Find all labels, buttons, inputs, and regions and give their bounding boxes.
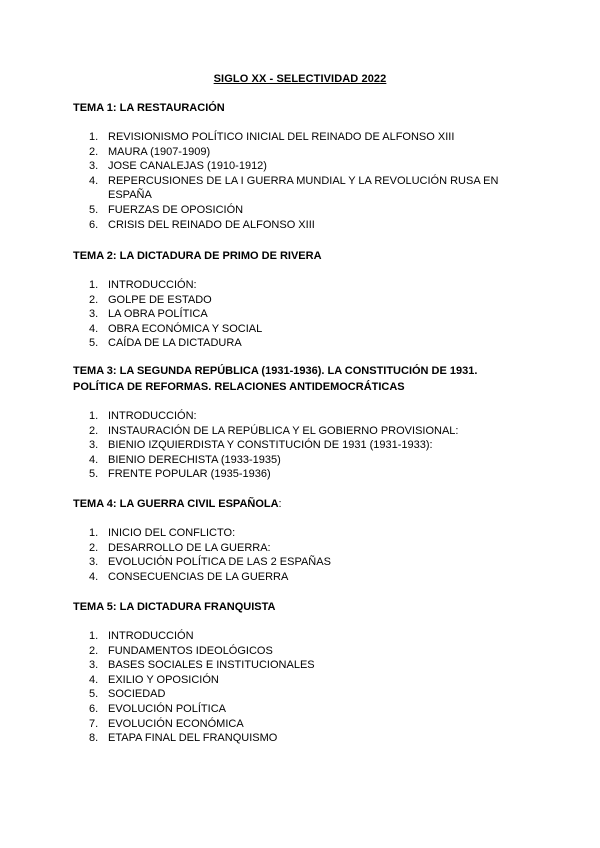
item-number: 5. <box>89 688 99 701</box>
list-item <box>73 336 513 351</box>
item-number: 4. <box>89 322 99 335</box>
item-text: REVISIONISMO POLÍTICO INICIAL DEL REINADO DE ALFONSO XIII <box>108 131 455 143</box>
list-item <box>73 555 513 570</box>
item-text: EXILIO Y OPOSICIÓN <box>108 673 219 686</box>
item-number: 2. <box>89 424 99 437</box>
section-title: TEMA 3: LA SEGUNDA REPÚBLICA (1931-1936). LA CONSTITUCIÓN DE 1931. POLÍTICA DE REFORMAS. RELACIONES ANTIDEMOCRÁTICAS <box>73 365 478 393</box>
list-item <box>73 467 513 482</box>
item-number: 1. <box>89 410 99 422</box>
list-item <box>73 673 513 688</box>
list-item <box>73 702 513 717</box>
topic-list <box>73 409 513 482</box>
section-title-suffix: : <box>278 498 282 510</box>
section-title-text: TEMA 4: LA GUERRA CIVIL ESPAÑOLA <box>73 498 279 510</box>
item-text: ETAPA FINAL DEL FRANQUISMO <box>108 732 278 745</box>
item-text: FUERZAS DE OPOSICIÓN <box>108 203 244 216</box>
list-item <box>73 687 513 702</box>
list-item <box>73 717 513 732</box>
item-text: EVOLUCIÓN POLÍTICA <box>108 702 226 715</box>
list-item <box>73 322 513 337</box>
list-item <box>73 570 513 585</box>
item-number: 2. <box>89 145 99 158</box>
item-text: INSTAURACIÓN DE LA REPÚBLICA Y EL GOBIERNO PROVISIONAL: <box>108 424 459 437</box>
item-number: 3. <box>89 308 99 321</box>
item-number: 1. <box>89 131 99 143</box>
list-item <box>73 541 513 556</box>
list-item <box>73 526 513 541</box>
item-text: BIENIO DERECHISTA (1933-1935) <box>108 453 281 466</box>
list-item <box>73 278 513 293</box>
list-item <box>73 731 513 746</box>
section-tema-1 <box>73 100 513 232</box>
list-item <box>73 159 513 174</box>
topic-list <box>73 278 513 351</box>
list-item <box>73 307 513 322</box>
item-number: 3. <box>89 439 99 452</box>
list-item <box>73 424 513 439</box>
topic-list <box>73 130 513 232</box>
list-item <box>73 453 513 468</box>
section-tema-4 <box>73 496 513 584</box>
item-text: BASES SOCIALES E INSTITUCIONALES <box>108 659 315 672</box>
section-tema-3 <box>73 363 513 482</box>
item-number: 3. <box>89 659 99 672</box>
topic-list <box>73 629 513 746</box>
section-tema-2 <box>73 248 513 351</box>
item-number: 6. <box>89 218 99 231</box>
item-number: 4. <box>89 453 99 466</box>
item-number: 3. <box>89 556 99 569</box>
item-number: 5. <box>89 337 99 350</box>
item-number: 4. <box>89 174 99 187</box>
section-title: TEMA 1: LA RESTAURACIÓN <box>73 102 225 114</box>
item-number: 6. <box>89 702 99 715</box>
item-text: CONSECUENCIAS DE LA GUERRA <box>108 570 289 583</box>
list-item <box>73 130 513 145</box>
section-title: TEMA 5: LA DICTADURA FRANQUISTA <box>73 601 276 613</box>
item-text: EVOLUCIÓN ECONÓMICA <box>108 717 244 730</box>
item-number: 8. <box>89 732 99 745</box>
item-number: 2. <box>89 541 99 554</box>
item-number: 1. <box>89 527 99 539</box>
section-tema-5 <box>73 599 513 746</box>
item-text: DESARROLLO DE LA GUERRA: <box>108 541 271 554</box>
section-title <box>73 496 513 512</box>
item-text: INTRODUCCIÓN: <box>108 279 197 291</box>
item-text: FUNDAMENTOS IDEOLÓGICOS <box>108 644 273 657</box>
item-text: MAURA (1907-1909) <box>108 145 211 158</box>
item-number: 4. <box>89 570 99 583</box>
topic-list <box>73 526 513 584</box>
section-title: TEMA 2: LA DICTADURA DE PRIMO DE RIVERA <box>73 250 322 262</box>
item-number: 5. <box>89 468 99 481</box>
list-item <box>73 438 513 453</box>
item-text: INTRODUCCIÓN <box>108 630 194 642</box>
item-text: LA OBRA POLÍTICA <box>108 308 208 321</box>
list-item <box>73 203 513 218</box>
list-item <box>73 644 513 659</box>
document-title: SIGLO XX - SELECTIVIDAD 2022 <box>213 73 387 85</box>
item-text: EVOLUCIÓN POLÍTICA DE LAS 2 ESPAÑAS <box>108 556 331 569</box>
list-item <box>73 218 513 233</box>
item-text: CAÍDA DE LA DICTADURA <box>108 337 242 350</box>
item-text: REPERCUSIONES DE LA I GUERRA MUNDIAL Y LA REVOLUCIÓN RUSA EN ESPAÑA <box>108 174 499 202</box>
item-number: 1. <box>89 279 99 291</box>
item-text: INTRODUCCIÓN: <box>108 410 197 422</box>
item-text: SOCIEDAD <box>108 688 166 701</box>
item-number: 2. <box>89 293 99 306</box>
item-text: FRENTE POPULAR (1935-1936) <box>108 468 271 481</box>
list-item <box>73 293 513 308</box>
item-number: 4. <box>89 673 99 686</box>
item-number: 7. <box>89 717 99 730</box>
item-number: 1. <box>89 630 99 642</box>
item-text: BIENIO IZQUIERDISTA Y CONSTITUCIÓN DE 1931 (1931-1933): <box>108 439 433 452</box>
item-text: CRISIS DEL REINADO DE ALFONSO XIII <box>108 218 315 231</box>
list-item <box>73 145 513 160</box>
list-item <box>73 658 513 673</box>
item-number: 5. <box>89 203 99 216</box>
item-number: 2. <box>89 644 99 657</box>
list-item <box>73 174 513 203</box>
list-item <box>73 409 513 424</box>
list-item <box>73 629 513 644</box>
item-text: INICIO DEL CONFLICTO: <box>108 527 236 539</box>
item-number: 3. <box>89 160 99 173</box>
item-text: GOLPE DE ESTADO <box>108 293 212 306</box>
item-text: OBRA ECONÓMICA Y SOCIAL <box>108 322 263 335</box>
item-text: JOSE CANALEJAS (1910-1912) <box>108 160 267 173</box>
